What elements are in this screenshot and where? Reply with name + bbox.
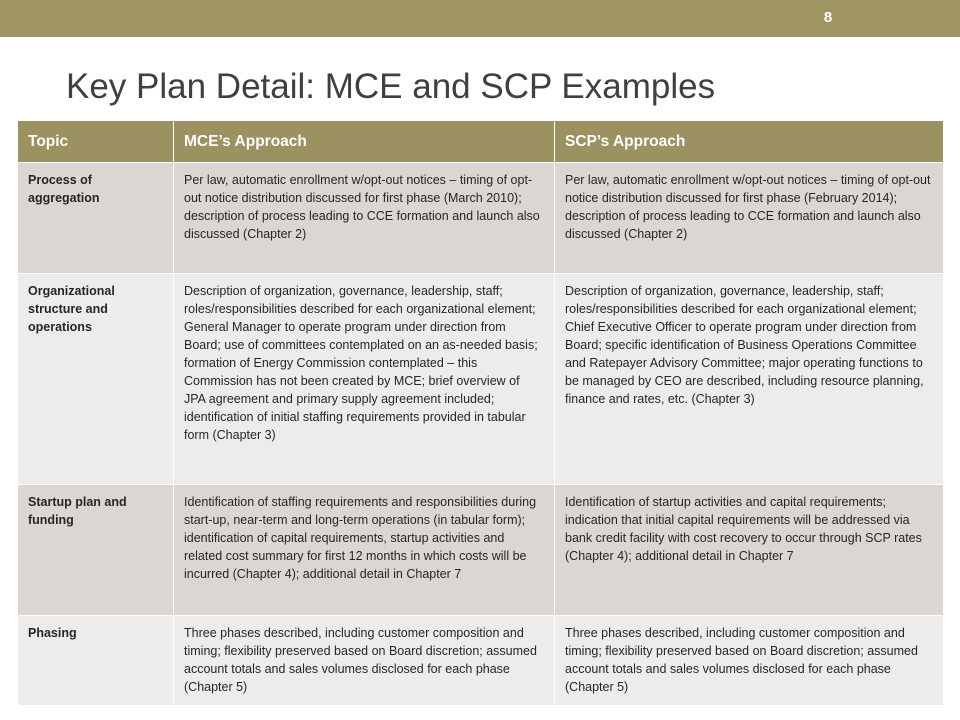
table-row	[18, 485, 944, 616]
column-header-topic: Topic	[18, 121, 174, 163]
column-header-scp-approach: SCP’s Approach	[555, 121, 944, 163]
table-header	[18, 121, 944, 163]
cell-topic: Process of aggregation	[18, 163, 174, 274]
column-header-mce-approach: MCE’s Approach	[174, 121, 555, 163]
cell-topic: Startup plan and funding	[18, 485, 174, 616]
cell-scp-approach: Identification of startup activities and capital requirements; indication that initial capital requirements will be addressed via bank credit facility with cost recovery to occur through SCP rates (Chapter 4); additional detail in Chapter 7	[555, 485, 944, 616]
cell-topic: Phasing	[18, 616, 174, 706]
comparison-table	[17, 120, 944, 706]
cell-mce-approach: Identification of staffing requirements and responsibilities during start-up, near-term and long-term operations (in tabular form); identification of capital requirements, startup activities and related cost summary for first 12 months in which costs will be incurred (Chapter 4); additional detail in Chapter 7	[174, 485, 555, 616]
table-header-row	[18, 121, 944, 163]
cell-scp-approach: Three phases described, including customer composition and timing; flexibility preserved based on Board discretion; assumed account totals and sales volumes disclosed for each phase (Chapter 5)	[555, 616, 944, 706]
cell-mce-approach: Description of organization, governance, leadership, staff; roles/responsibilities described for each organizational element; General Manager to operate program under direction from Board; use of committees contemplated on an as-needed basis; formation of Energy Commission contemplated – this Commission has not been created by MCE; brief overview of JPA agreement and primary supply agreement included; identification of initial staffing requirements provided in tabular form (Chapter 3)	[174, 274, 555, 485]
table-row	[18, 616, 944, 706]
cell-mce-approach: Three phases described, including customer composition and timing; flexibility preserved based on Board discretion; assumed account totals and sales volumes disclosed for each phase (Chapter 5)	[174, 616, 555, 706]
slide-title: Key Plan Detail: MCE and SCP Examples	[66, 67, 716, 106]
table-row	[18, 163, 944, 274]
top-band	[0, 0, 960, 37]
cell-scp-approach: Per law, automatic enrollment w/opt-out notices – timing of opt-out notice distribution discussed for first phase (February 2014); description of process leading to CCE formation and launch also discussed (Chapter 2)	[555, 163, 944, 274]
table-body	[18, 163, 944, 706]
table-row	[18, 274, 944, 485]
cell-topic: Organizational structure and operations	[18, 274, 174, 485]
cell-mce-approach: Per law, automatic enrollment w/opt-out notices – timing of opt-out notice distribution discussed for first phase (March 2010); description of process leading to CCE formation and launch also discussed (Chapter 2)	[174, 163, 555, 274]
page-number: 8	[823, 9, 833, 26]
cell-scp-approach: Description of organization, governance, leadership, staff; roles/responsibilities described for each organizational element; Chief Executive Officer to operate program under direction from Board; specific identification of Business Operations Committee and Ratepayer Advisory Committee; major operating functions to be managed by CEO are described, including resource planning, finance and rates, etc. (Chapter 3)	[555, 274, 944, 485]
